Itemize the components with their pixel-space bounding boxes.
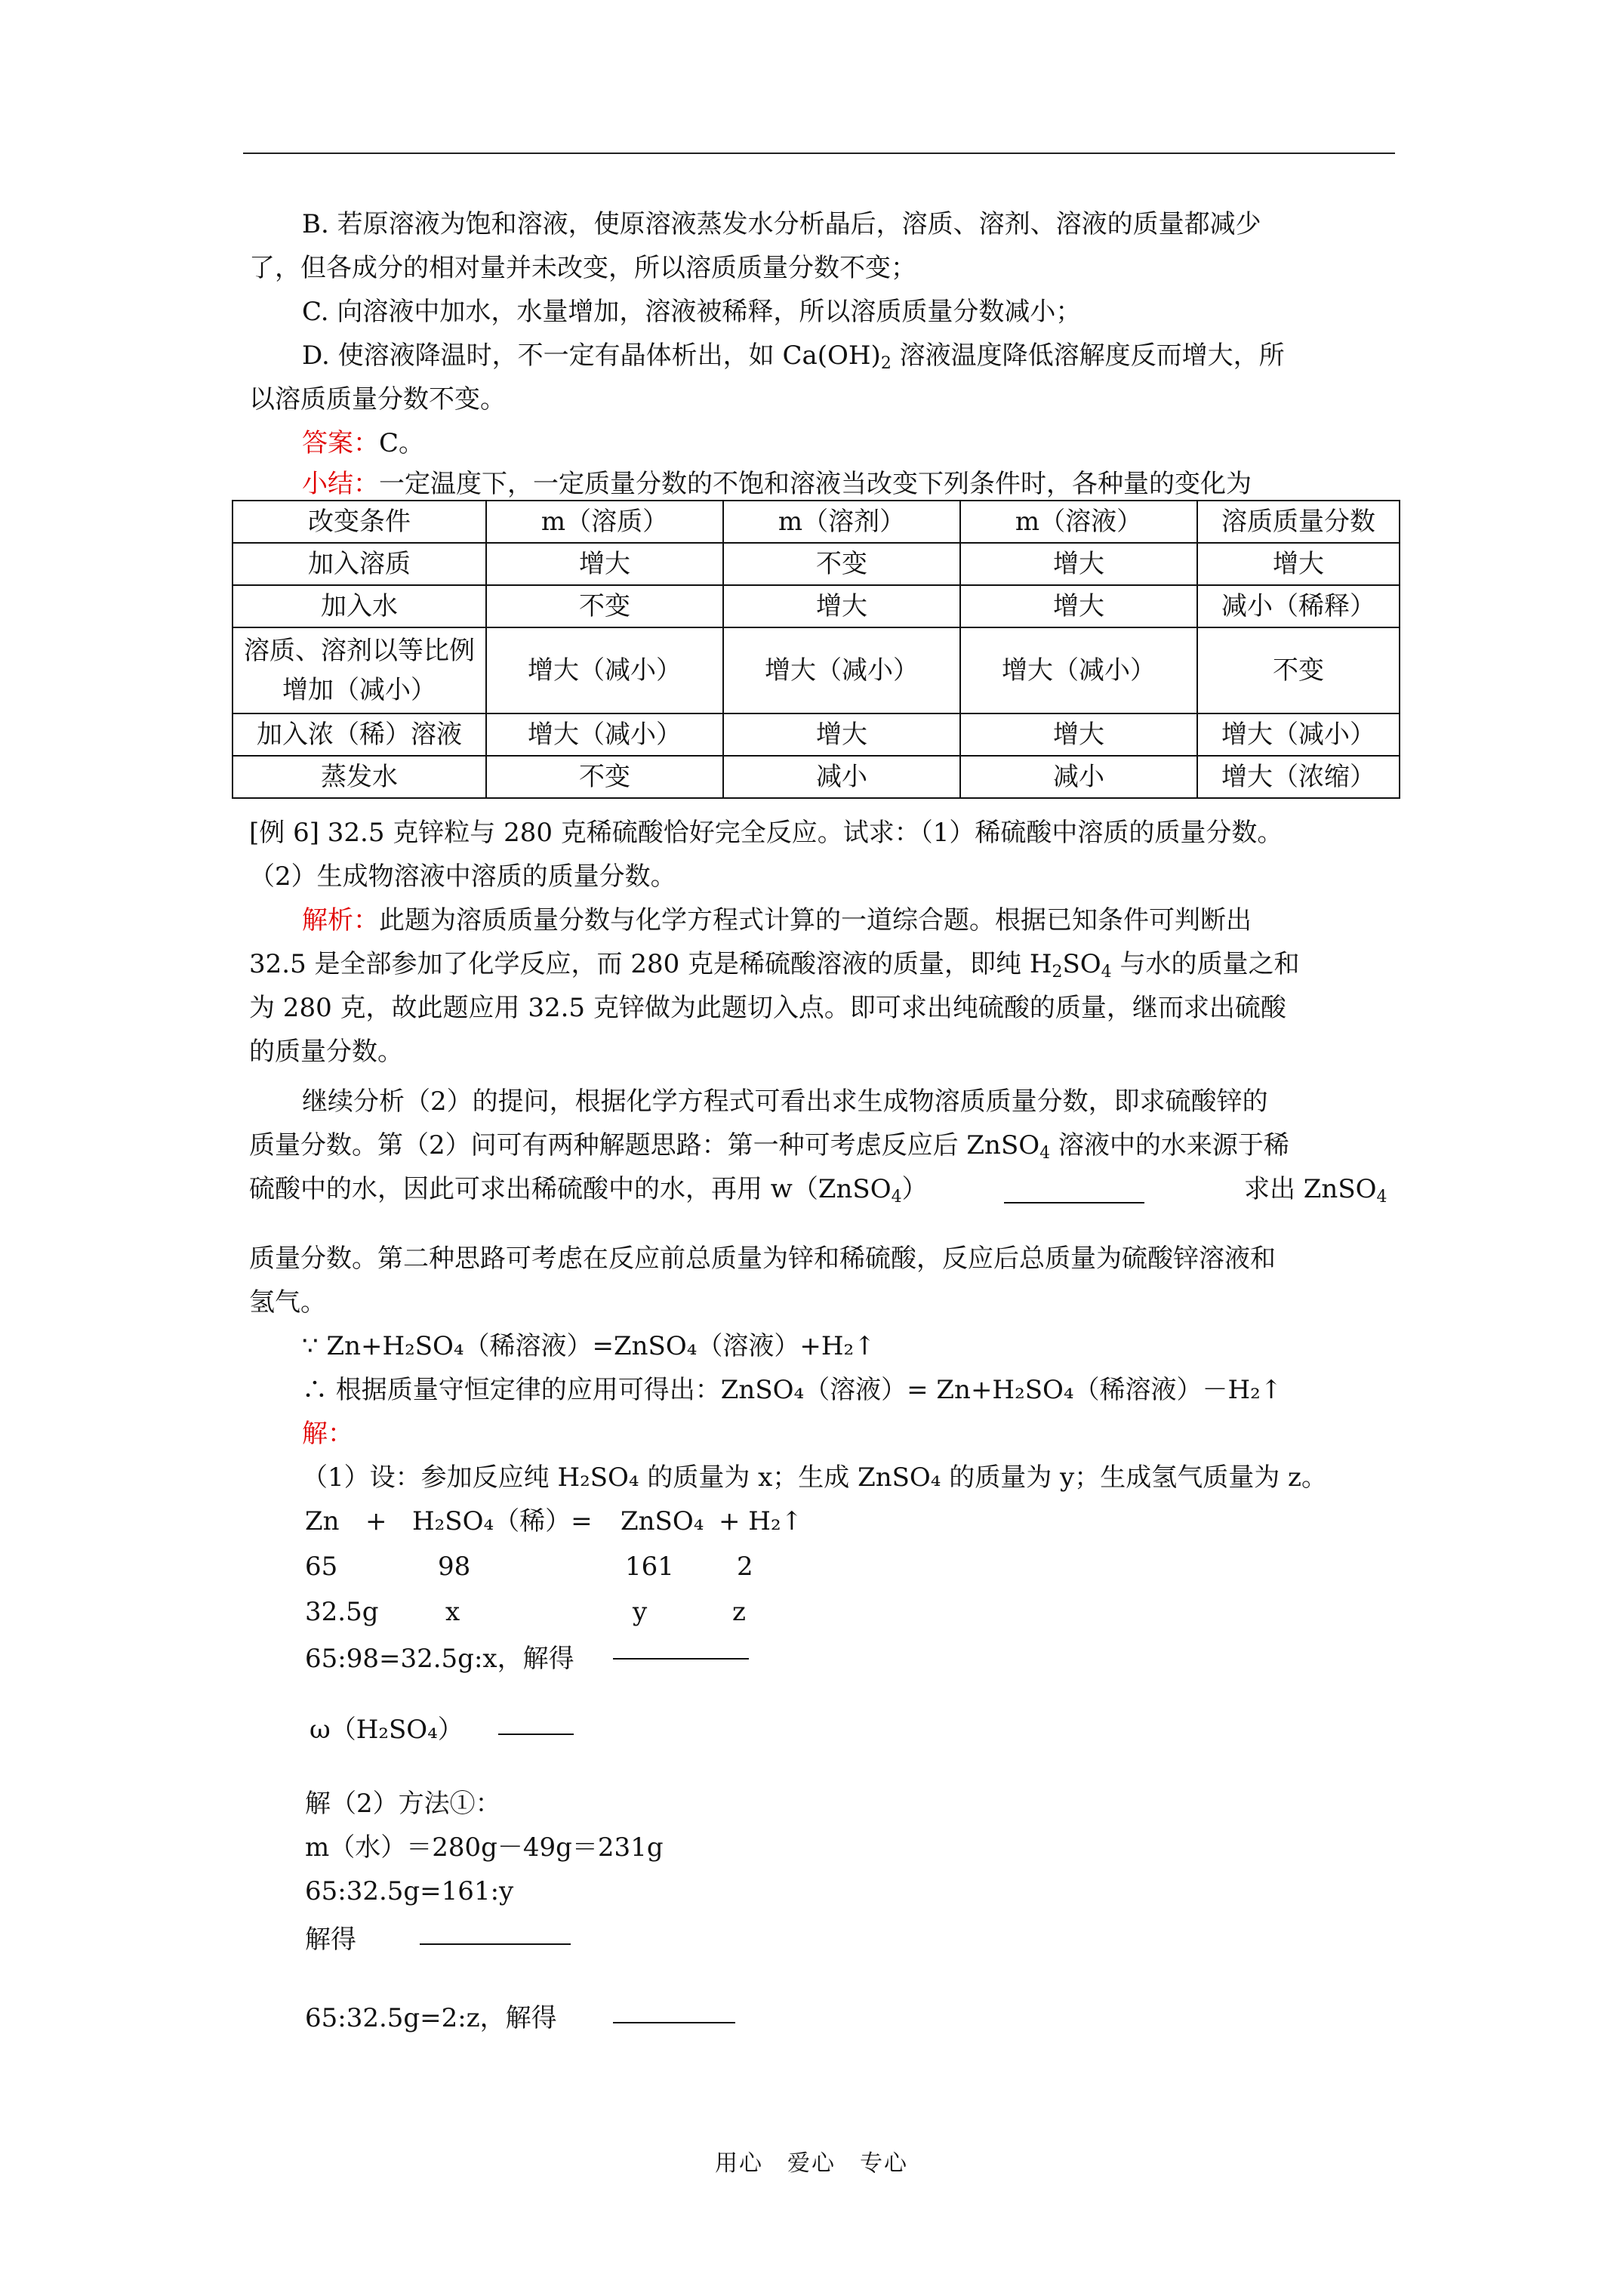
table-cell: 减小	[960, 756, 1197, 798]
table-cell: 增大	[960, 585, 1197, 627]
table-header-row	[233, 501, 1400, 543]
continue-line4: 质量分数。第二种思路可考虑在反应前总质量为锌和稀硫酸，反应后总质量为硫酸锌溶液和	[249, 1244, 1276, 1274]
continue-line2: 质量分数。第（2）问可有两种解题思路：第一种可考虑反应后 ZnSO$_4$ 溶液中的水来源于稀	[249, 1130, 1289, 1163]
eq-h2so4: H₂SO₄（稀）=	[412, 1506, 593, 1536]
ratio-x: 65:98=32.5g:x，解得	[305, 1644, 574, 1674]
answer-blank	[1004, 1202, 1144, 1203]
mass-h2: 2	[737, 1552, 753, 1582]
option-b-line1: B. 若原溶液为饱和溶液，使原溶液蒸发水分析晶后，溶质、溶剂、溶液的质量都减少	[302, 209, 1261, 239]
answer-blank	[498, 1734, 574, 1735]
table-header-cell: 改变条件	[233, 501, 486, 543]
table-cell: 增大	[723, 585, 960, 627]
table-header-cell: 溶质质量分数	[1197, 501, 1400, 543]
analysis-line2: 32.5 是全部参加了化学反应，而 280 克是稀硫酸溶液的质量，即纯 $H_2SO_4$ 与水的质量之和	[249, 949, 1300, 982]
table-cell: 增大（减小）	[1197, 713, 1400, 756]
table-cell: 加入浓（稀）溶液	[233, 713, 486, 756]
solution-label: 解：	[302, 1419, 353, 1449]
table-cell: 增大（减小）	[723, 627, 960, 713]
analysis-line3: 为 280 克，故此题应用 32.5 克锌做为此题切入点。即可求出纯硫酸的质量，继而求出硫酸	[249, 993, 1286, 1023]
page-footer: 用心 爱心 专心	[715, 2150, 908, 2177]
option-c: C. 向溶液中加水，水量增加，溶液被稀释，所以溶质质量分数减小；	[302, 297, 1082, 327]
table-cell: 蒸发水	[233, 756, 486, 798]
eq-plus: +	[365, 1506, 387, 1536]
analysis-label: 解析：	[302, 905, 379, 935]
summary-text: 一定温度下，一定质量分数的不饱和溶液当改变下列条件时，各种量的变化为	[379, 469, 1252, 499]
table-cell: 溶质、溶剂以等比例增加（减小）	[233, 627, 486, 713]
eq-znso4: ZnSO₄	[621, 1506, 704, 1536]
table-cell: 减小	[723, 756, 960, 798]
option-d-line2: 以溶质质量分数不变。	[249, 384, 506, 415]
var-z: z	[732, 1597, 746, 1627]
continue-line3: 硫酸中的水，因此可求出稀硫酸中的水，再用 w（ZnSO$_4$）	[249, 1174, 928, 1207]
table-cell: 增大	[960, 543, 1197, 585]
table-header-cell: m（溶质）	[486, 501, 723, 543]
table-row	[233, 543, 1400, 585]
mass-znso4: 161	[625, 1552, 674, 1582]
table-row	[233, 627, 1400, 713]
option-b-line2: 了，但各成分的相对量并未改变，所以溶质质量分数不变；	[249, 253, 916, 283]
table-cell: 不变	[486, 585, 723, 627]
water-mass: m（水）＝280g－49g＝231g	[305, 1832, 664, 1863]
mass-zn: 65	[305, 1552, 338, 1582]
solution-step1: （1）设：参加反应纯 H₂SO₄ 的质量为 x；生成 ZnSO₄ 的质量为 y；生成氢气质量为 z。	[302, 1462, 1327, 1493]
analysis-line1: 解析：此题为溶质质量分数与化学方程式计算的一道综合题。根据已知条件可判断出	[302, 905, 1252, 935]
answer-blank	[420, 1943, 571, 1945]
summary-table	[232, 500, 1400, 799]
table-cell: 增大	[960, 713, 1197, 756]
table-cell: 增大	[1197, 543, 1400, 585]
analysis-line4: 的质量分数。	[249, 1037, 403, 1067]
summary-label: 小结：	[302, 469, 379, 499]
table-cell: 不变	[1197, 627, 1400, 713]
header-rule	[243, 153, 1395, 154]
method1-label: 解（2）方法①：	[305, 1789, 501, 1819]
ratio-y: 65:32.5g=161:y	[305, 1876, 514, 1906]
answer-value: C。	[379, 428, 425, 458]
mass-h2so4: 98	[438, 1552, 471, 1582]
eq-h2: + H₂↑	[719, 1506, 803, 1536]
continue-line5: 氢气。	[249, 1287, 326, 1318]
example-line1: [例 6] 32.5 克锌粒与 280 克稀硫酸恰好完全反应。试求：（1）稀硫酸中溶质的质量分数。	[249, 818, 1283, 848]
ratio-z: 65:32.5g=2:z，解得	[305, 2003, 557, 2033]
equation-conservation: ∴ 根据质量守恒定律的应用可得出：ZnSO₄（溶液）= Zn+H₂SO₄（稀溶液）－H₂↑	[302, 1375, 1283, 1405]
table-cell: 减小（稀释）	[1197, 585, 1400, 627]
table-cell: 增大（减小）	[486, 713, 723, 756]
table-cell: 不变	[723, 543, 960, 585]
solve-y-label: 解得	[305, 1925, 356, 1955]
table-header-cell: m（溶剂）	[723, 501, 960, 543]
table-cell: 增大	[723, 713, 960, 756]
table-header-cell: m（溶液）	[960, 501, 1197, 543]
table-cell: 增大（减小）	[960, 627, 1197, 713]
example-line2: （2）生成物溶液中溶质的质量分数。	[249, 861, 676, 892]
var-x: x	[445, 1597, 460, 1627]
answer-label: 答案：	[302, 428, 379, 458]
table-cell: 不变	[486, 756, 723, 798]
table-cell: 增大	[486, 543, 723, 585]
table-cell: 加入溶质	[233, 543, 486, 585]
table-cell: 增大（减小）	[486, 627, 723, 713]
equation-reaction: ∵ Zn+H₂SO₄（稀溶液）=ZnSO₄（溶液）+H₂↑	[302, 1331, 876, 1361]
var-y: y	[633, 1597, 648, 1627]
var-zn: 32.5g	[305, 1597, 379, 1627]
continue-line3-end: 求出 ZnSO$_4$	[1244, 1174, 1387, 1207]
answer-blank	[613, 1658, 749, 1660]
continue-line1: 继续分析（2）的提问，根据化学方程式可看出求生成物溶质质量分数，即求硫酸锌的	[302, 1086, 1268, 1117]
table-row	[233, 756, 1400, 798]
table-row	[233, 585, 1400, 627]
table-row	[233, 713, 1400, 756]
option-d-line1: D. 使溶液降温时，不一定有晶体析出，如 $Ca(OH)_2$ 溶液温度降低溶解度反而增大，所	[302, 341, 1285, 373]
table-cell: 加入水	[233, 585, 486, 627]
eq-zn: Zn	[305, 1506, 340, 1536]
table-cell: 增大（浓缩）	[1197, 756, 1400, 798]
answer-line	[302, 421, 424, 465]
answer-blank	[613, 2022, 735, 2023]
omega-h2so4: ω（H₂SO₄）	[310, 1715, 463, 1745]
